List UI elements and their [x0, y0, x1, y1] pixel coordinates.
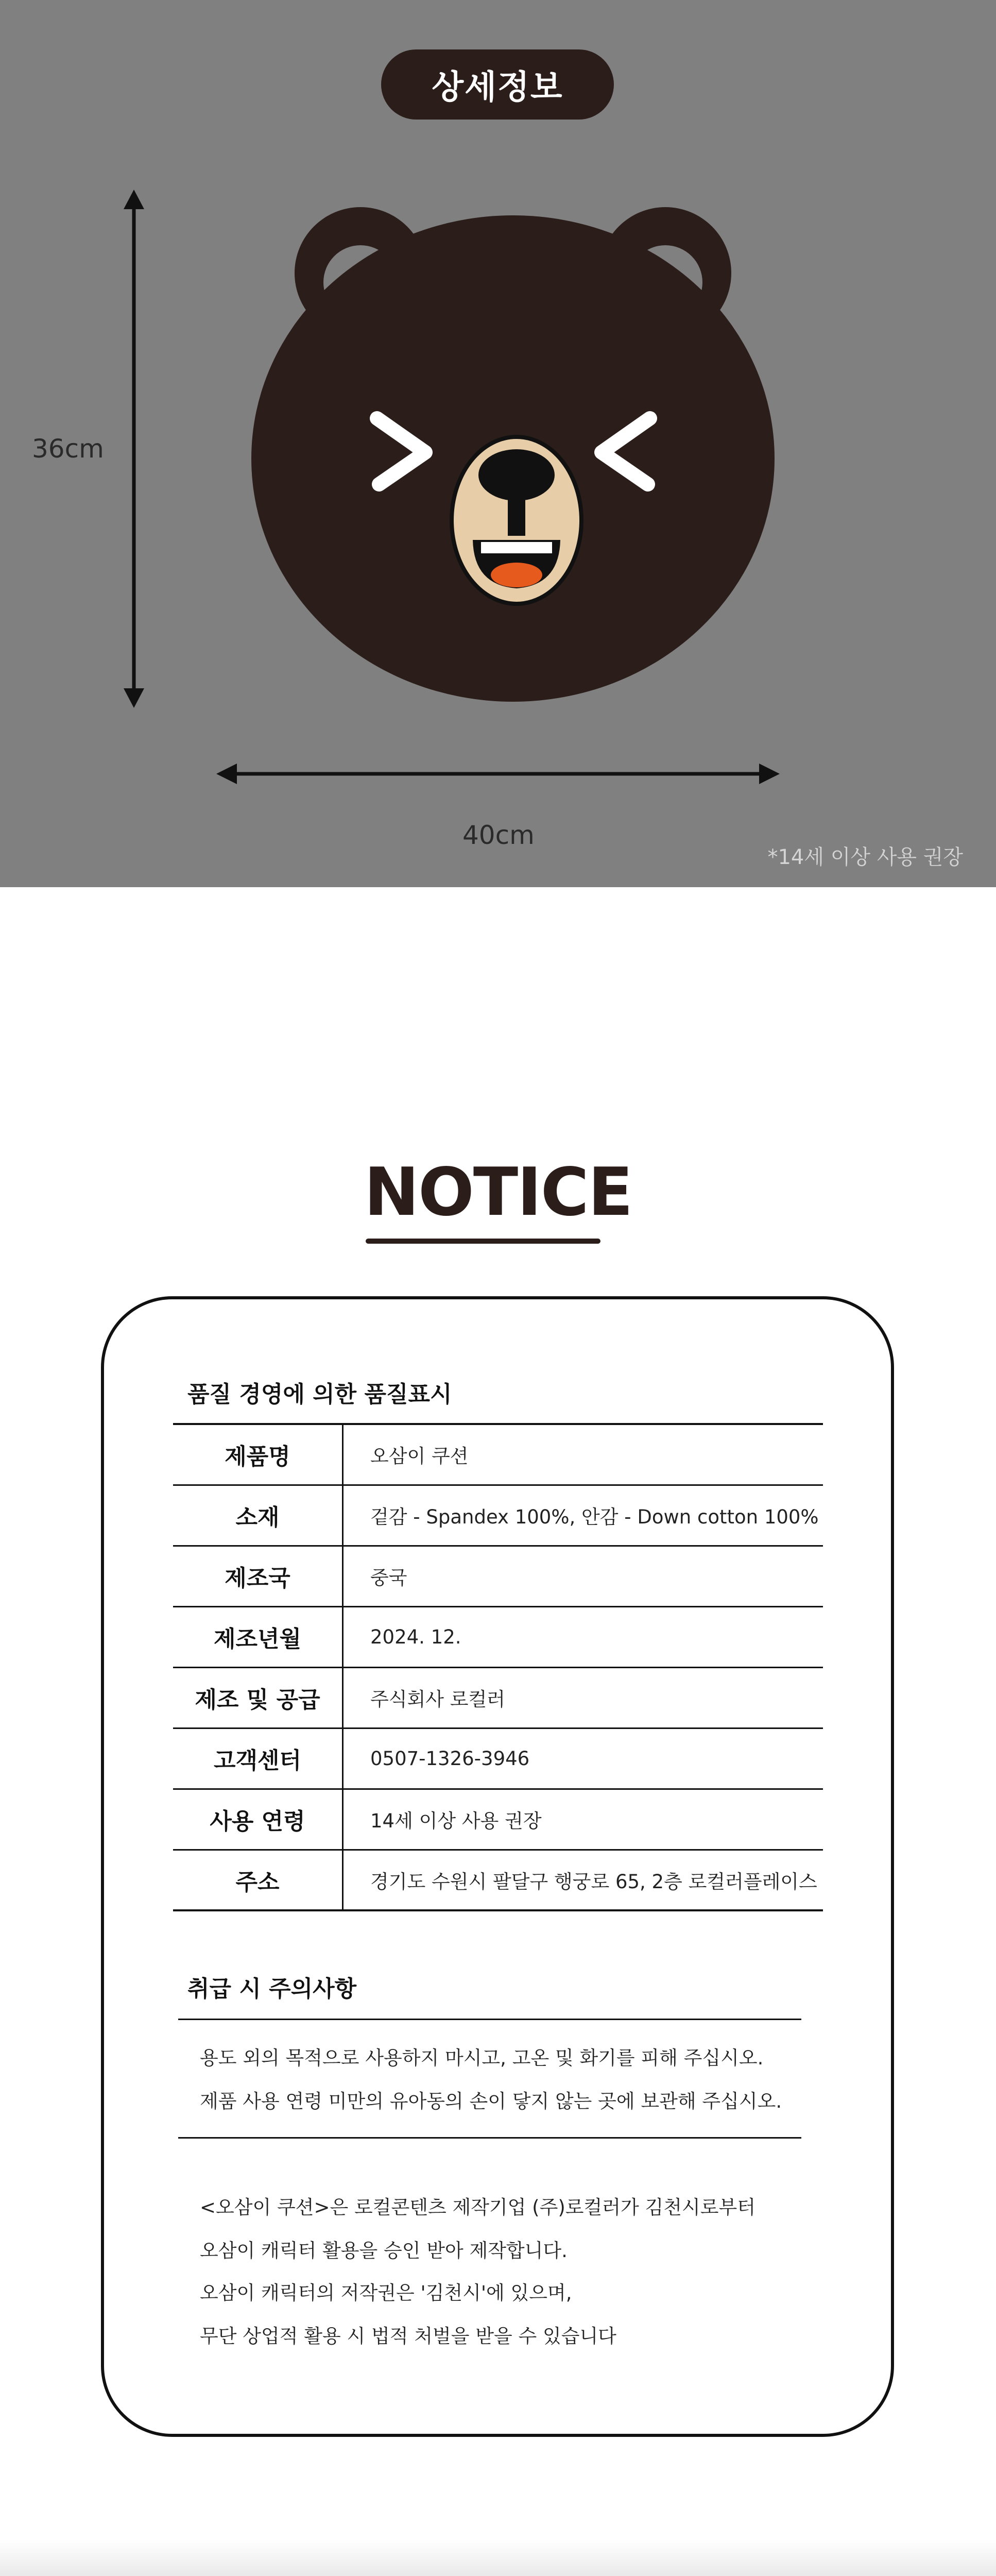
width-arrow-right	[759, 764, 780, 784]
table-key: 사용 연령	[173, 1789, 343, 1850]
table-value: 2024. 12.	[370, 1625, 461, 1648]
width-arrow-left	[216, 764, 237, 784]
table-row	[173, 1667, 823, 1728]
height-label: 36cm	[32, 434, 104, 464]
table-value: 14세 이상 사용 권장	[370, 1810, 542, 1832]
bear-cushion-illustration	[0, 0, 996, 887]
table-value: 오삼이 쿠션	[370, 1445, 469, 1468]
table-key: 고객센터	[173, 1728, 343, 1789]
height-arrow-top	[124, 190, 144, 209]
copyright-line: 무단 상업적 활용 시 법적 처벌을 받을 수 있습니다	[200, 2325, 616, 2347]
table-row	[173, 1424, 823, 1485]
quality-table	[173, 1423, 823, 1911]
table-value: 주식회사 로컬러	[370, 1688, 505, 1710]
bear-teeth	[481, 542, 552, 553]
table-value: 중국	[370, 1567, 407, 1589]
table-value: 0507-1326-3946	[370, 1747, 530, 1770]
age-recommendation-note: *14세 이상 사용 권장	[767, 845, 963, 869]
quality-label-title: 품질 경영에 의한 품질표시	[187, 1381, 452, 1408]
table-row	[173, 1850, 823, 1910]
table-key: 제품명	[173, 1424, 343, 1485]
spec-section	[0, 0, 996, 887]
detail-badge: 상세정보	[381, 49, 614, 120]
table-row	[173, 1789, 823, 1850]
table-key: 제조년월	[173, 1606, 343, 1667]
width-label: 40cm	[462, 820, 535, 850]
caution-item: 제품 사용 연령 미만의 유아동의 손이 닿지 않는 곳에 보관해 주십시오.	[200, 2090, 782, 2112]
table-key: 제조 및 공급	[173, 1667, 343, 1728]
table-value: 경기도 수원시 팔달구 행궁로 65, 2층 로컬러플레이스	[370, 1870, 817, 1893]
notice-underline	[366, 1239, 600, 1244]
caution-item: 용도 외의 목적으로 사용하지 마시고, 고온 및 화기를 피해 주십시오.	[200, 2047, 764, 2069]
bear-tongue	[491, 563, 542, 587]
table-key: 소재	[173, 1485, 343, 1546]
notice-title: NOTICE	[364, 1154, 632, 1231]
table-row	[173, 1546, 823, 1606]
copyright-line: <오삼이 쿠션>은 로컬콘텐츠 제작기업 (주)로컬러가 김천시로부터	[200, 2196, 755, 2218]
table-key: 주소	[173, 1850, 343, 1910]
table-row	[173, 1606, 823, 1667]
height-arrow-bottom	[124, 688, 144, 708]
table-value: 겉감 - Spandex 100%, 안감 - Down cotton 100%	[370, 1506, 819, 1528]
caution-title: 취급 시 주의사항	[187, 1976, 357, 2002]
table-row	[173, 1485, 823, 1546]
copyright-line: 오삼이 캐릭터의 저작권은 '김천시'에 있으며,	[200, 2282, 572, 2304]
table-row	[173, 1728, 823, 1789]
caution-divider-bottom	[178, 2137, 801, 2139]
caution-divider-top	[178, 2019, 801, 2020]
footer	[0, 2540, 996, 2576]
copyright-line: 오삼이 캐릭터 활용을 승인 받아 제작합니다.	[200, 2240, 568, 2262]
table-key: 제조국	[173, 1546, 343, 1606]
